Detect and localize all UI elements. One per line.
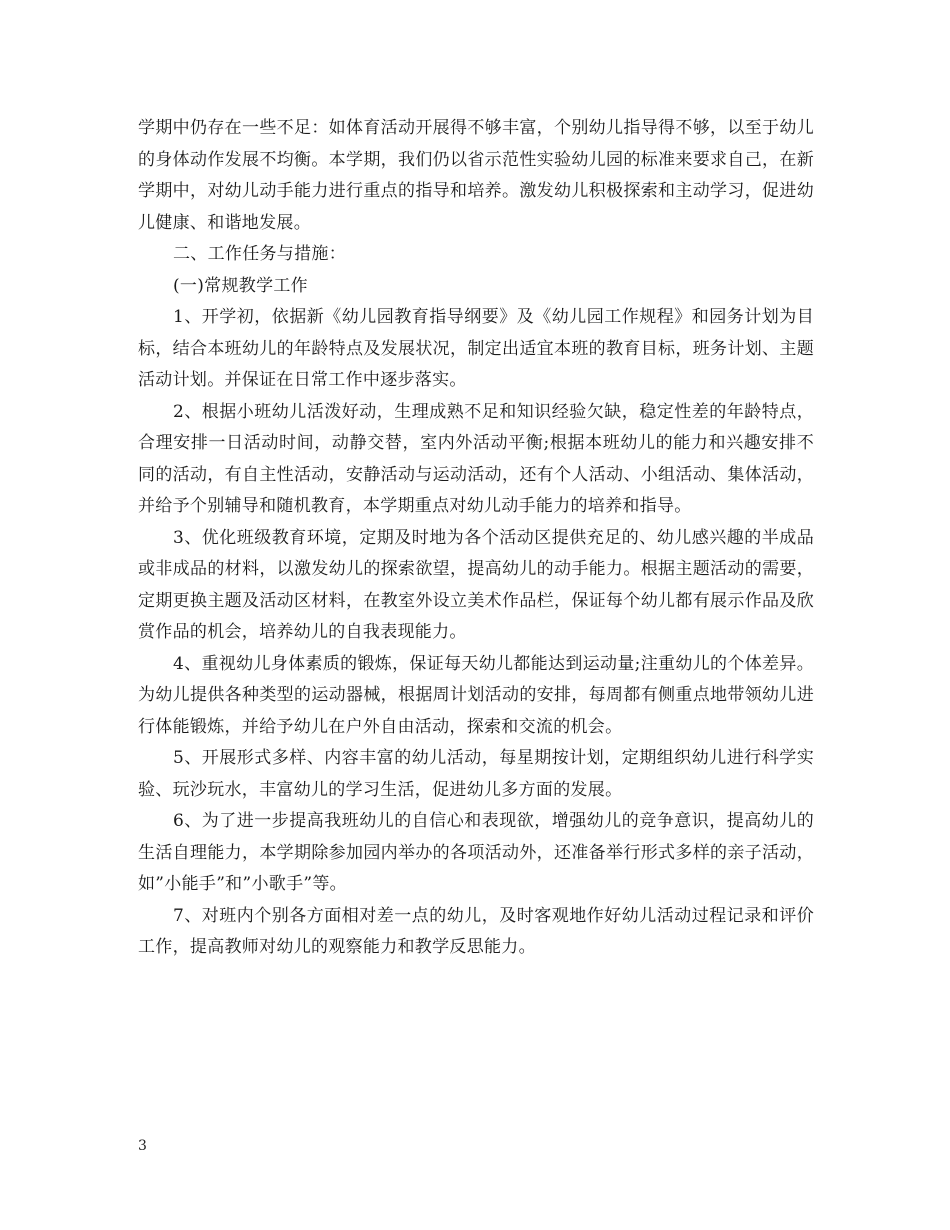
paragraph-item-3: 3、优化班级教育环境，定期及时地为各个活动区提供充足的、幼儿感兴趣的半成品或非成品的材料，以激发幼儿的探索欲望，提高幼儿的动手能力。根据主题活动的需要，定期更换主题及活动区材料，在教室外设立美术作品栏，保证每个幼儿都有展示作品及欣赏作品的机会，培养幼儿的自我表现能力。 [138, 527, 814, 642]
subsection-heading-routine-teaching: (一)常规教学工作 [173, 275, 308, 296]
paragraph-item-7: 7、对班内个别各方面相对差一点的幼儿，及时客观地作好幼儿活动过程记录和评价工作，提高教师对幼儿的观察能力和教学反思能力。 [138, 905, 814, 957]
paragraph-item-4: 4、重视幼儿身体素质的锻炼，保证每天幼儿都能达到运动量;注重幼儿的个体差异。为幼儿提供各种类型的运动器械，根据周计划活动的安排，每周都有侧重点地带领幼儿进行体能锻炼，并给予幼儿在户外自由活动，探索和交流的机会。 [138, 653, 814, 737]
paragraph-item-5: 5、开展形式多样、内容丰富的幼儿活动，每星期按计划，定期组织幼儿进行科学实验、玩沙玩水，丰富幼儿的学习生活，促进幼儿多方面的发展。 [138, 748, 814, 800]
page-number: 3 [138, 1138, 147, 1154]
paragraph-item-1: 1、开学初，依据新《幼儿园教育指导纲要》及《幼儿园工作规程》和园务计划为目标，结合本班幼儿的年龄特点及发展状况，制定出适宜本班的教育目标，班务计划、主题活动计划。并保证在日常工作中逐步落实。 [138, 307, 814, 390]
paragraph-item-6: 6、为了进一步提高我班幼儿的自信心和表现欲，增强幼儿的竞争意识，提高幼儿的生活自理能力，本学期除参加园内举办的各项活动外，还准备举行形式多样的亲子活动，如”小能手”和”小歌手”等。 [138, 811, 814, 894]
section-heading-tasks: 二、工作任务与措施： [173, 244, 346, 264]
paragraph-item-2: 2、根据小班幼儿活泼好动，生理成熟不足和知识经验欠缺，稳定性差的年龄特点，合理安排一日活动时间，动静交替，室内外活动平衡;根据本班幼儿的能力和兴趣安排不同的活动，有自主性活动，安静活动与运动活动，还有个人活动、小组活动、集体活动，并给予个别辅导和随机教育，本学期重点对幼儿动手能力的培养和指导。 [138, 401, 814, 516]
paragraph-continuation: 学期中仍存在一些不足：如体育活动开展得不够丰富，个别幼儿指导得不够，以至于幼儿的身体动作发展不均衡。本学期，我们仍以省示范性实验幼儿园的标准来要求自己，在新学期中，对幼儿动手能力进行重点的指导和培养。激发幼儿积极探索和主动学习，促进幼儿健康、和谐地发展。 [138, 118, 814, 233]
body-text [138, 113, 814, 964]
